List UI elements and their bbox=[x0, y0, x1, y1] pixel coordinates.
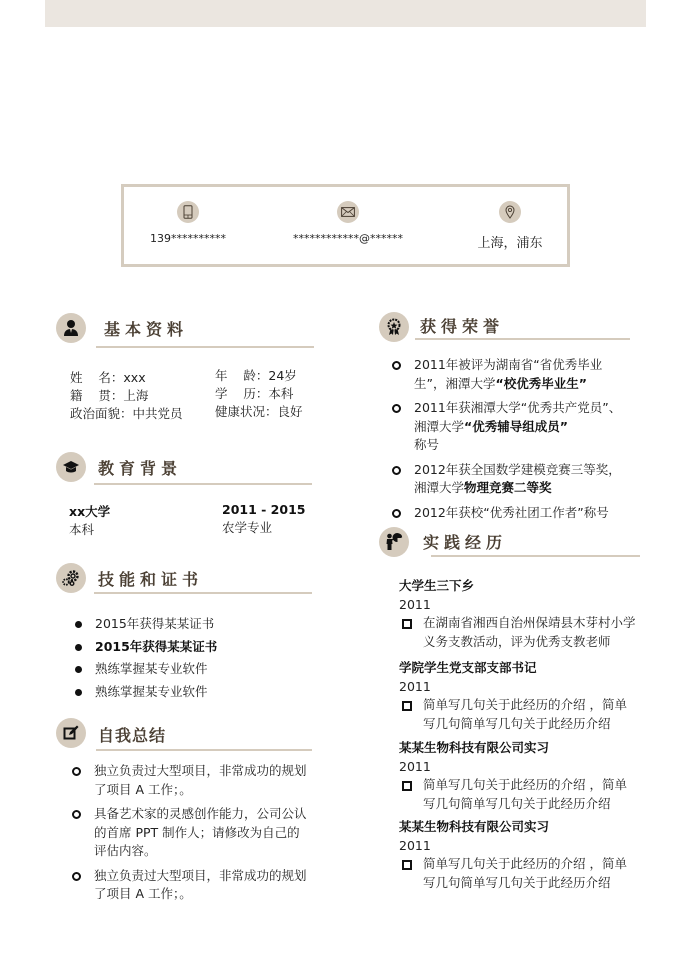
summary-item: 独立负责过大型项目，非常成功的规划了项目 A 工作；。 bbox=[68, 762, 308, 799]
info-education: 学 历：本科 bbox=[215, 386, 294, 401]
bullet-square-icon bbox=[402, 781, 412, 791]
practice-title: 某某生物科技有限公司实习 bbox=[399, 819, 550, 834]
basic-info-left bbox=[70, 369, 183, 423]
honor-item: 2011年被评为湖南省“省优秀毕业生”，湘潭大学“校优秀毕业生” bbox=[388, 356, 628, 393]
practice-title: 大学生三下乡 bbox=[399, 578, 475, 593]
phone-number: 139********** bbox=[150, 232, 226, 245]
phone-icon bbox=[177, 201, 199, 223]
section-practice-header bbox=[379, 527, 641, 561]
info-name: 姓 名：xxx bbox=[70, 370, 146, 385]
section-basic-title: 基本资料 bbox=[104, 320, 189, 339]
info-health: 健康状况：良好 bbox=[215, 404, 303, 419]
top-banner bbox=[45, 0, 646, 27]
info-political: 政治面貌：中共党员 bbox=[70, 406, 183, 421]
info-age: 年 龄：24岁 bbox=[215, 368, 297, 383]
section-summary-title: 自我总结 bbox=[98, 726, 167, 745]
summary-item: 独立负责过大型项目，非常成功的规划了项目 A 工作；。 bbox=[68, 867, 308, 904]
bullet-dot-icon bbox=[75, 689, 82, 696]
info-hometown: 籍 贯：上海 bbox=[70, 388, 149, 403]
bullet-ring-icon bbox=[72, 767, 81, 776]
section-divider bbox=[94, 592, 312, 594]
education-school-block bbox=[69, 503, 110, 539]
skill-item: 2015年获得某某证书 bbox=[69, 636, 217, 659]
section-basic-header bbox=[56, 313, 316, 347]
practice-item bbox=[399, 577, 639, 651]
contact-email bbox=[273, 201, 423, 245]
practice-year: 2011 bbox=[399, 596, 431, 612]
bullet-ring-icon bbox=[392, 466, 401, 475]
section-divider bbox=[94, 483, 312, 485]
honor-item: 2012年获校“优秀社团工作者”称号 bbox=[388, 504, 628, 523]
bullet-square-icon bbox=[402, 860, 412, 870]
honor-item: 2011年获湘潭大学“优秀共产党员”、湘潭大学“优秀辅导组成员” 称号 bbox=[388, 399, 628, 455]
bullet-square-icon bbox=[402, 619, 412, 629]
graduation-cap-icon bbox=[56, 452, 86, 482]
practice-title: 学院学生党支部支部书记 bbox=[399, 660, 537, 675]
honor-item: 2012年获全国数学建模竞赛三等奖，湘潭大学物理竞赛二等奖 bbox=[388, 461, 628, 498]
school-name: xx大学 bbox=[69, 504, 111, 519]
bullet-ring-icon bbox=[392, 509, 401, 518]
section-skills-header bbox=[56, 563, 316, 597]
edit-icon bbox=[56, 718, 86, 748]
section-skills-title: 技能和证书 bbox=[98, 570, 204, 589]
bullet-dot-icon bbox=[75, 644, 82, 651]
bullet-ring-icon bbox=[392, 404, 401, 413]
summary-list bbox=[68, 762, 308, 904]
bullet-dot-icon bbox=[75, 666, 82, 673]
practice-item bbox=[399, 659, 639, 733]
award-ribbon-icon bbox=[379, 312, 409, 342]
section-summary-header bbox=[56, 718, 316, 752]
practice-description: 简单写几句关于此经历的介绍 ，简单写几句简单写几句关于此经历介绍 bbox=[399, 776, 639, 813]
mail-icon bbox=[337, 201, 359, 223]
section-education-title: 教育背景 bbox=[98, 459, 183, 478]
contact-location bbox=[435, 201, 585, 251]
user-icon bbox=[56, 313, 86, 343]
basic-info-right bbox=[215, 367, 303, 421]
location-pin-icon bbox=[499, 201, 521, 223]
skill-item: 2015年获得某某证书 bbox=[69, 613, 217, 636]
section-honors-title: 获得荣誉 bbox=[420, 317, 505, 336]
study-period: 2011 - 2015 bbox=[222, 502, 306, 517]
summary-item: 具备艺术家的灵感创作能力，公司公认的首席 PPT 制作人；请修改为自己的评估内容。 bbox=[68, 805, 308, 861]
education-period-block bbox=[222, 501, 305, 537]
section-education-header bbox=[56, 452, 316, 486]
skill-item: 熟练掌握某专业软件 bbox=[69, 681, 217, 704]
gears-icon bbox=[56, 563, 86, 593]
contact-box bbox=[121, 184, 570, 267]
skills-list bbox=[69, 613, 217, 704]
major: 农学专业 bbox=[222, 520, 273, 535]
email-address: ************@****** bbox=[293, 232, 403, 245]
section-divider bbox=[431, 555, 640, 557]
contact-phone bbox=[113, 201, 263, 245]
section-divider bbox=[96, 346, 314, 348]
practice-title: 某某生物科技有限公司实习 bbox=[399, 740, 550, 755]
section-divider bbox=[96, 749, 312, 751]
practice-year: 2011 bbox=[399, 758, 431, 774]
presenter-chart-icon bbox=[379, 527, 409, 557]
section-practice-title: 实践经历 bbox=[423, 533, 508, 552]
bullet-ring-icon bbox=[72, 872, 81, 881]
section-honors-header bbox=[379, 312, 641, 346]
bullet-square-icon bbox=[402, 701, 412, 711]
skill-item: 熟练掌握某专业软件 bbox=[69, 658, 217, 681]
practice-item bbox=[399, 739, 639, 813]
practice-item bbox=[399, 818, 639, 892]
location-text: 上海，浦东 bbox=[477, 236, 543, 251]
bullet-dot-icon bbox=[75, 621, 82, 628]
practice-description: 简单写几句关于此经历的介绍 ，简单写几句简单写几句关于此经历介绍 bbox=[399, 696, 639, 733]
practice-description: 在湖南省湘西自治州保靖县木芽村小学义务支教活动，评为优秀支教老师 bbox=[399, 614, 639, 651]
degree: 本科 bbox=[69, 522, 95, 537]
bullet-ring-icon bbox=[72, 810, 81, 819]
practice-year: 2011 bbox=[399, 837, 431, 853]
practice-description: 简单写几句关于此经历的介绍 ，简单写几句简单写几句关于此经历介绍 bbox=[399, 855, 639, 892]
practice-year: 2011 bbox=[399, 678, 431, 694]
honors-list bbox=[388, 356, 628, 522]
section-divider bbox=[415, 338, 630, 340]
bullet-ring-icon bbox=[392, 361, 401, 370]
